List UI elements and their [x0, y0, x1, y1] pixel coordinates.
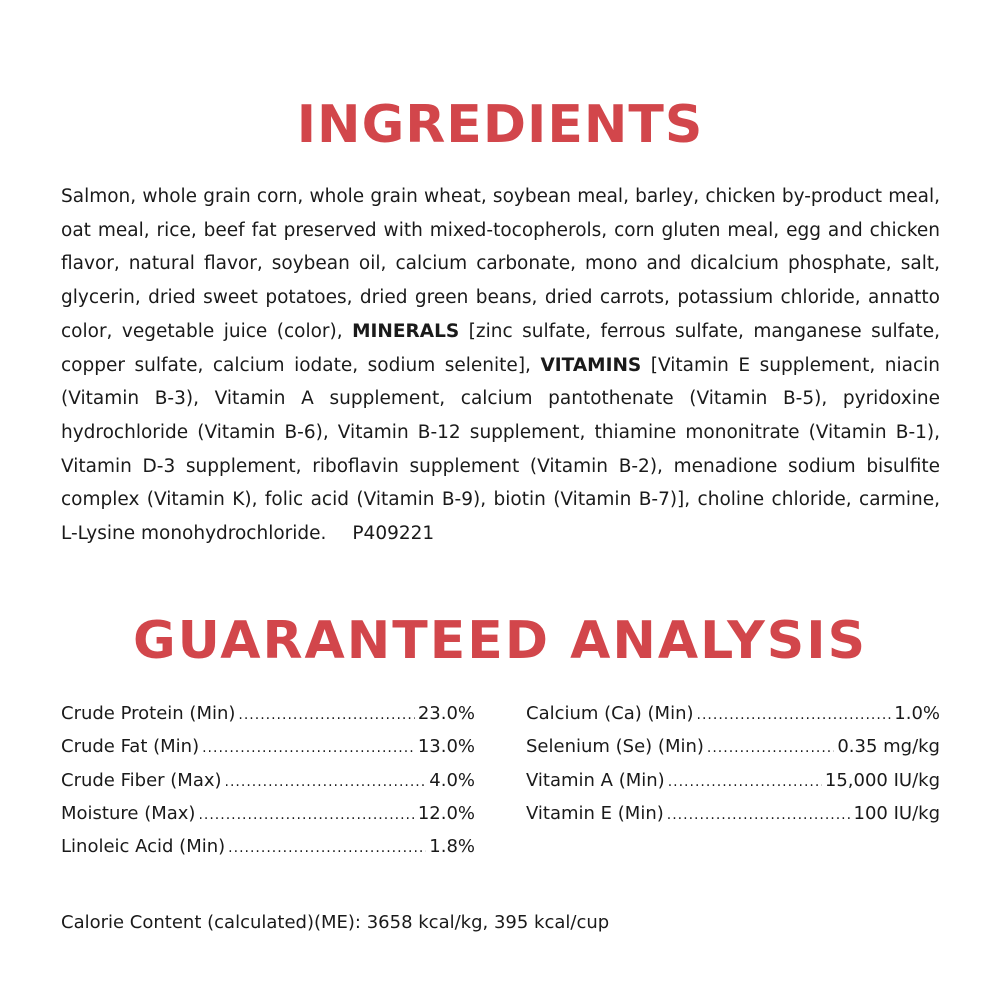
analysis-label: Crude Protein (Min): [61, 703, 236, 724]
product-code: P409221: [352, 523, 435, 545]
ingredients-intro: Salmon, whole grain corn, whole grain wheat, soybean meal, barley, chicken by-product meal, oat meal, rice, beef fat preserved with mixed-tocopherols, corn gluten meal, egg and chicken flavor, natural flavor, soybean oil, calcium carbonate, mono and dicalcium phosphate, salt, glycerin, dried sweet potatoes, dried green beans, dried carrots, potassium chloride, annatto color, vegetable juice (color),: [61, 186, 940, 342]
analysis-label: Linoleic Acid (Min): [61, 836, 226, 858]
analysis-row: [526, 797, 940, 830]
analysis-row: [61, 797, 475, 830]
analysis-row: [61, 730, 475, 763]
minerals-label: MINERALS: [352, 320, 460, 342]
leader-dots: [667, 799, 851, 830]
analysis-label: Crude Fiber (Max): [61, 769, 222, 791]
leader-dots: [707, 732, 834, 763]
analysis-value: 1.8%: [429, 836, 475, 858]
leader-dots: [697, 699, 892, 730]
analysis-value: 23.0%: [417, 703, 475, 724]
analysis-row: [526, 730, 940, 763]
vitamins-list: [Vitamin E supplement, niacin (Vitamin B-3), Vitamin A supplement, calcium pantothenate (Vitamin B-5), pyridoxine hydrochloride (Vitamin B-6), Vitamin B-12 supplement, thiamine mononitrate (Vitamin B-1), Vitamin D-3 supplement, riboflavin supplement (Vitamin B-2), menadione sodium bisulfite complex (Vitamin K), folic acid (Vitamin B-9), biotin (Vitamin B-7)], choline chloride, carmine, L-Lysine monohydrochloride.: [61, 354, 940, 545]
vitamins-label: VITAMINS: [540, 354, 642, 376]
leader-dots: [202, 732, 415, 763]
analysis-row: [526, 764, 940, 797]
analysis-row: [61, 830, 475, 863]
leader-dots: [225, 766, 427, 797]
analysis-row: [526, 697, 940, 730]
analysis-value: 4.0%: [429, 769, 475, 791]
minerals-list: [zinc sulfate, ferrous sulfate, manganese sulfate, copper sulfate, calcium iodate, sodium selenite],: [61, 320, 940, 376]
calorie-content: Calorie Content (calculated)(ME): 3658 kcal/kg, 395 kcal/cup: [61, 912, 610, 933]
analysis-row: [61, 697, 475, 730]
analysis-left-column: [61, 697, 475, 863]
analysis-label: Moisture (Max): [61, 802, 196, 824]
analysis-label: Vitamin E (Min): [526, 802, 664, 824]
analysis-label: Vitamin A (Min): [526, 769, 665, 791]
analysis-value: 15,000 IU/kg: [824, 769, 940, 791]
analysis-label: Crude Fat (Min): [61, 736, 200, 758]
analysis-value: 100 IU/kg: [853, 802, 940, 824]
guaranteed-analysis-heading: GUARANTEED ANALYSIS: [132, 611, 868, 671]
leader-dots: [668, 766, 822, 797]
analysis-right-column: [526, 697, 940, 830]
leader-dots: [228, 832, 426, 863]
analysis-row: [61, 764, 475, 797]
analysis-value: 13.0%: [417, 736, 475, 758]
analysis-label: Calcium (Ca) (Min): [526, 703, 694, 724]
analysis-value: 1.0%: [894, 703, 940, 724]
ingredients-text: [61, 180, 940, 551]
leader-dots: [198, 799, 414, 830]
analysis-label: Selenium (Se) (Min): [526, 736, 704, 758]
analysis-value: 12.0%: [417, 802, 475, 824]
leader-dots: [238, 699, 414, 730]
ingredients-heading: INGREDIENTS: [296, 95, 704, 155]
analysis-value: 0.35 mg/kg: [837, 736, 940, 758]
